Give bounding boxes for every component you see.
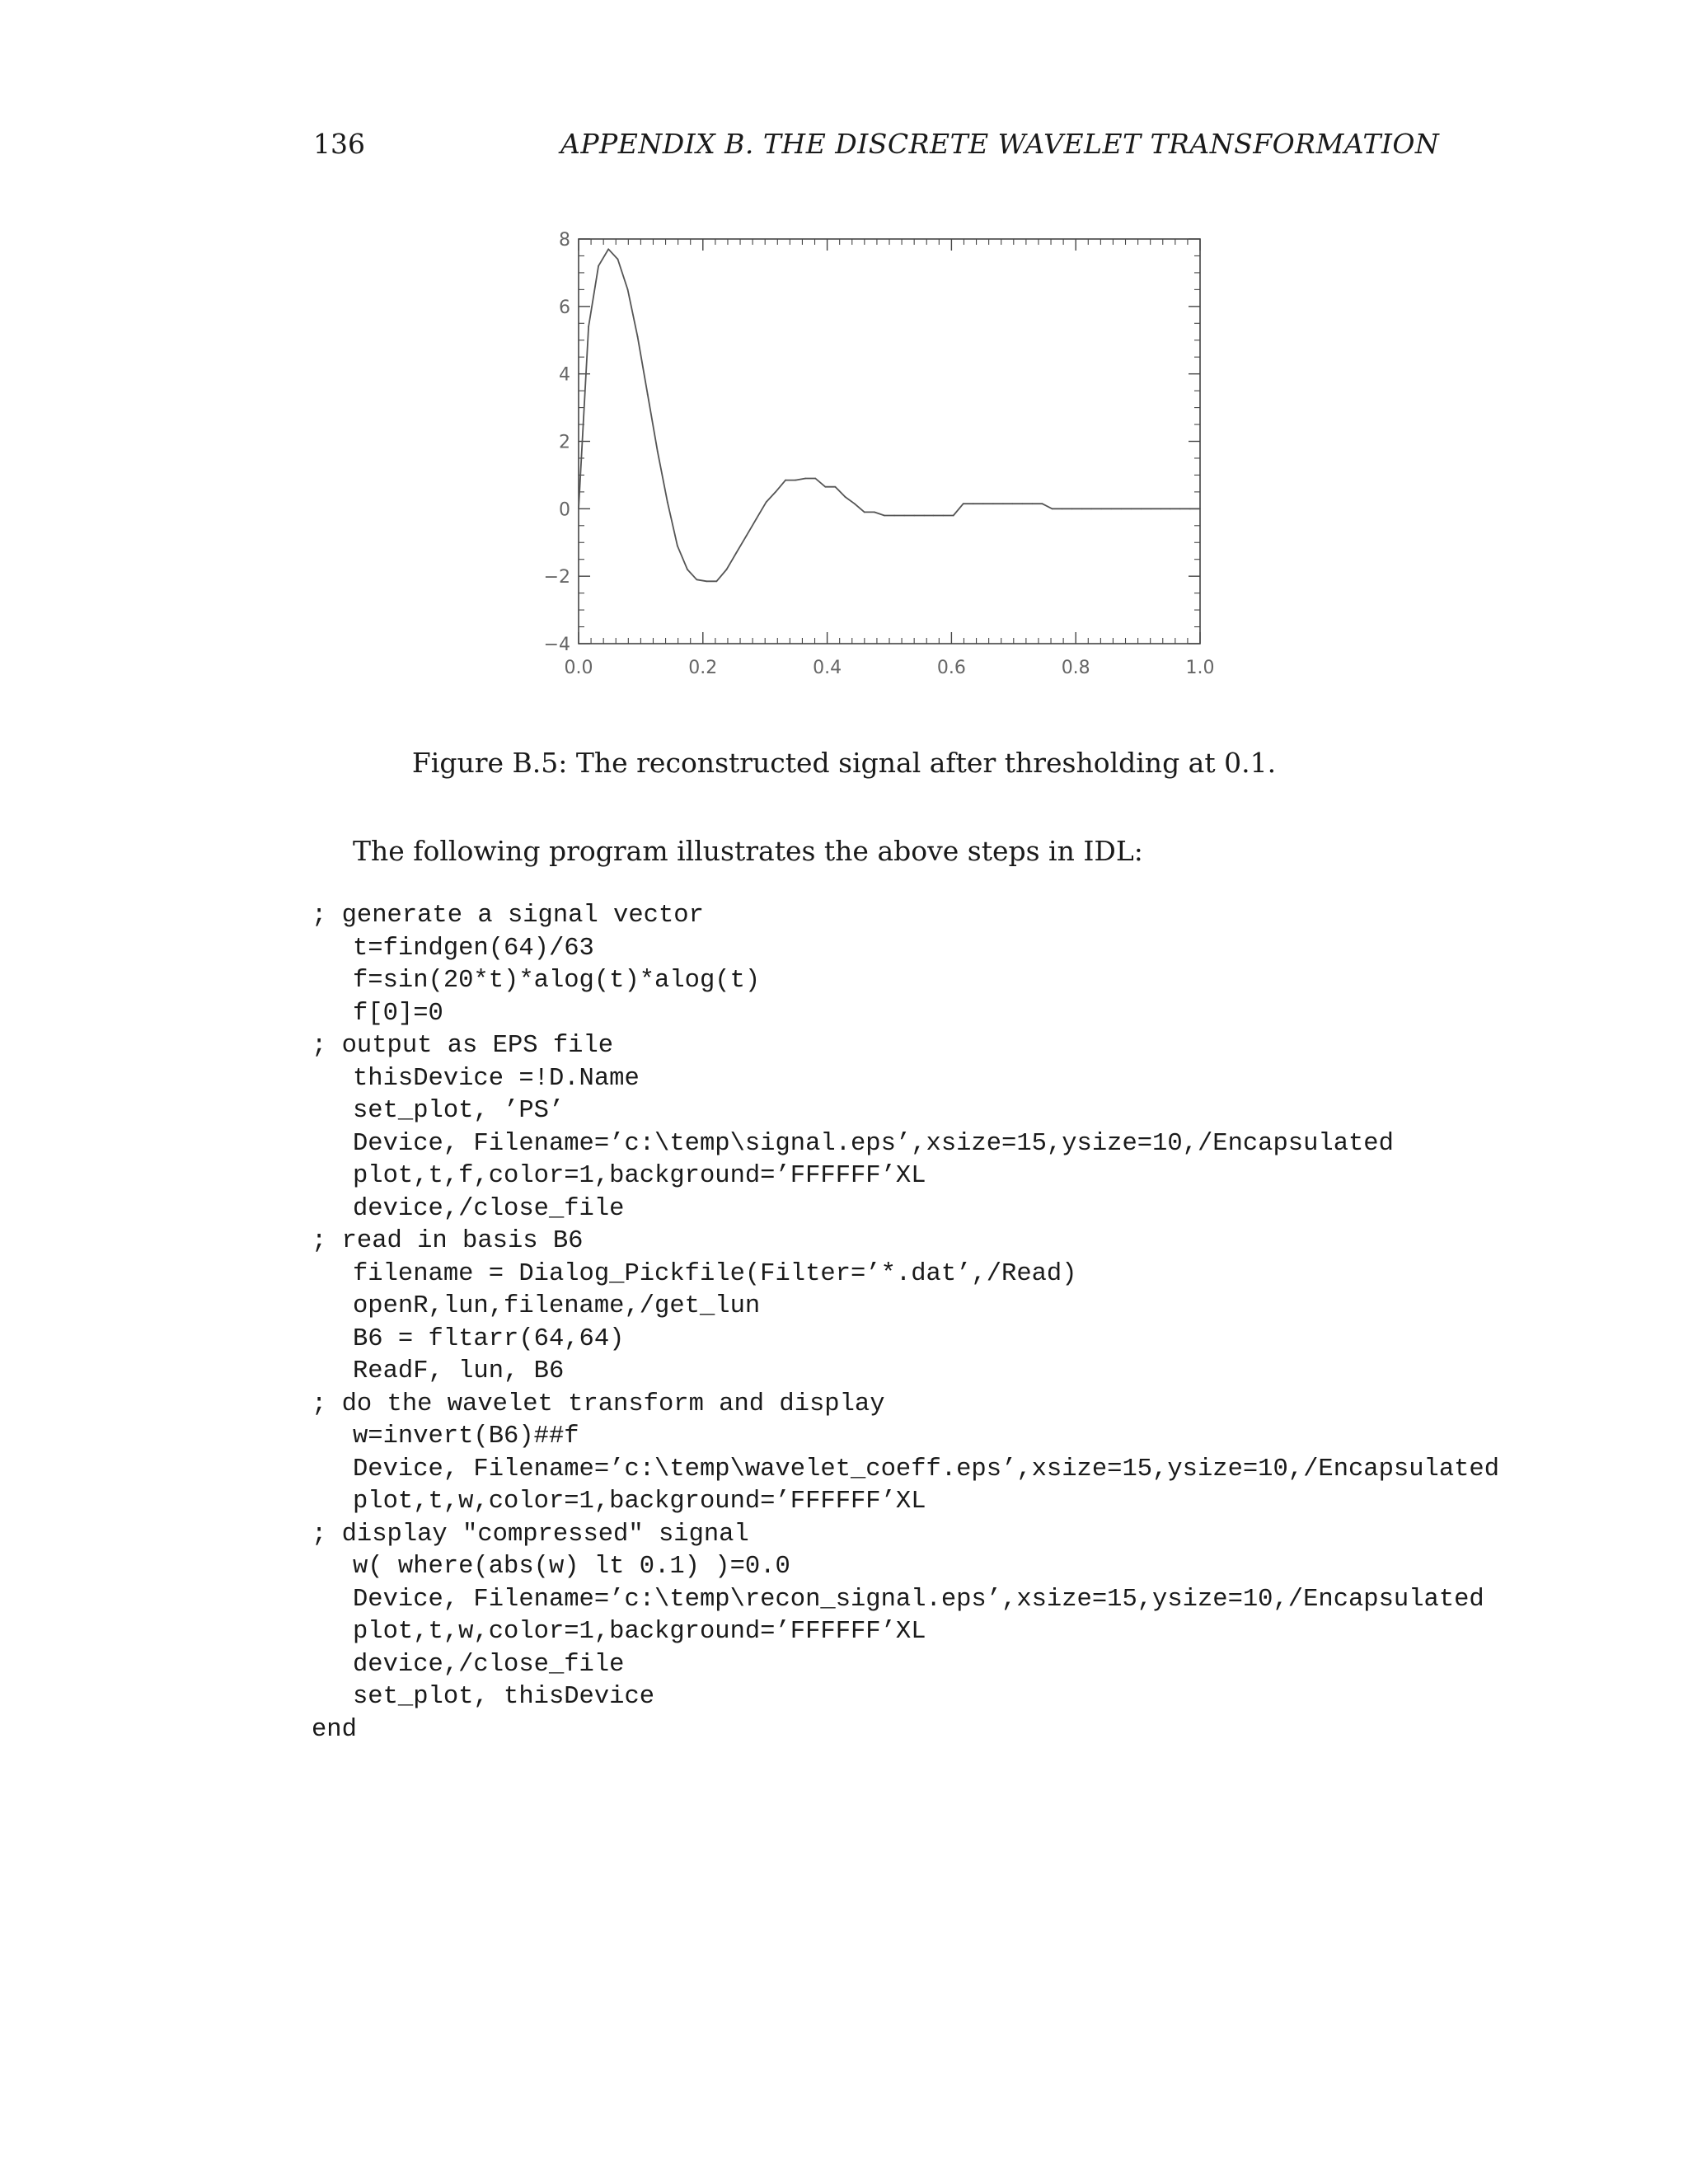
code-line: Device, Filename=’c:\temp\wavelet_coeff.eps’,xsize=15,ysize=10,/Encapsulated [353,1455,1500,1483]
signal-series-line [579,249,1200,581]
code-line: plot,t,w,color=1,background=’FFFFFF’XL [353,1488,926,1516]
y-tick-label: −4 [543,635,570,655]
y-tick-label: −2 [543,567,570,588]
x-tick-label: 0.8 [1061,658,1090,678]
data-point [845,496,846,498]
data-point [874,512,875,513]
code-line: ReadF, lun, B6 [353,1357,565,1385]
x-tick-label: 0.4 [813,658,842,678]
data-point [804,478,806,480]
data-point [775,491,776,493]
idl-code-listing [312,900,1499,1746]
data-point [1110,508,1112,509]
data-point [1011,503,1013,504]
data-point [1199,508,1201,509]
code-line: Device, Filename=’c:\temp\recon_signal.eps’,xsize=15,ysize=10,/Encapsulated [353,1585,1484,1614]
code-line: w( where(abs(w) lt 0.1) )=0.0 [353,1553,790,1581]
data-point [992,503,994,504]
data-point [953,515,954,517]
data-point [923,515,925,517]
data-point [647,393,649,395]
data-point [785,480,786,481]
data-point [1002,503,1004,504]
data-point [1140,508,1142,509]
code-line: B6 = fltarr(64,64) [353,1324,625,1353]
data-point [726,569,728,570]
data-point [637,336,639,338]
data-point [884,515,885,517]
y-tick-label: 2 [559,432,570,453]
data-point [1100,508,1102,509]
data-point [913,515,915,517]
data-point [1120,508,1122,509]
data-point [1032,503,1034,504]
code-line: f=sin(20*t)*alog(t)*alog(t) [353,967,761,995]
code-line: device,/close_file [353,1650,625,1679]
data-point [835,486,837,488]
data-point [588,326,589,327]
data-point [687,569,688,570]
code-line: f[0]=0 [353,999,443,1028]
data-point [1052,508,1053,509]
running-head: APPENDIX B. THE DISCRETE WAVELET TRANSFORMATION [560,128,1440,160]
data-point [973,503,974,504]
intro-paragraph: The following program illustrates the above steps in IDL: [353,835,1143,867]
code-line: openR,lun,filename,/get_lun [353,1292,761,1320]
y-tick-label: 6 [559,297,570,318]
plot-frame [579,239,1200,644]
data-point [963,503,964,504]
y-tick-label: 4 [559,364,570,386]
data-point [1042,503,1043,504]
data-point [933,515,935,517]
data-point [854,503,856,504]
data-point [657,451,659,452]
data-point [795,480,796,481]
data-point [598,265,599,267]
code-comment-line: ; output as EPS file [312,1032,614,1060]
data-point [982,503,984,504]
data-point [1170,508,1171,509]
x-tick-label: 0.0 [564,658,593,678]
data-point [1081,508,1083,509]
data-point [617,259,619,260]
data-point [756,518,757,520]
data-point [1179,508,1181,509]
y-tick-label: 0 [559,499,570,521]
code-line: plot,t,f,color=1,background=’FFFFFF’XL [353,1162,926,1190]
data-point [677,545,678,546]
data-point [1062,508,1063,509]
code-line: Device, Filename=’c:\temp\signal.eps’,xsize=15,ysize=10,/Encapsulated [353,1129,1394,1158]
x-tick-label: 1.0 [1185,658,1215,678]
y-tick-label: 8 [559,230,570,251]
code-line: set_plot, ’PS’ [353,1097,565,1125]
code-line: thisDevice =!D.Name [353,1064,640,1093]
data-point [1071,508,1073,509]
signal-line-chart [0,0,1688,742]
page-number: 136 [313,128,365,160]
code-line: filename = Dialog_Pickfile(Filter=’*.dat’,/Read) [353,1259,1077,1288]
code-comment-line: end [312,1715,357,1744]
data-point [578,508,579,509]
data-point [715,580,717,582]
code-comment-line: ; do the wavelet transform and display [312,1390,885,1418]
code-line: set_plot, thisDevice [353,1683,655,1711]
code-line: device,/close_file [353,1194,625,1223]
figure-caption: Figure B.5: The reconstructed signal after thresholding at 0.1. [411,747,1277,779]
data-point [824,486,826,488]
data-point [903,515,905,517]
data-point [746,535,748,537]
data-point [1160,508,1162,509]
data-point [607,248,609,250]
data-point [1189,508,1191,509]
data-point [1130,508,1132,509]
code-comment-line: ; display "compressed" signal [312,1520,749,1549]
data-point [943,515,945,517]
data-point [1090,508,1092,509]
data-point [696,579,697,580]
x-tick-label: 0.2 [688,658,718,678]
data-point [736,552,738,554]
code-comment-line: ; read in basis B6 [312,1227,584,1255]
data-point [814,478,816,480]
data-point [627,288,629,290]
data-point [1021,503,1023,504]
data-point [864,512,865,513]
code-line: plot,t,w,color=1,background=’FFFFFF’XL [353,1618,926,1646]
data-point [893,515,895,517]
data-point [667,501,668,503]
x-tick-label: 0.6 [936,658,966,678]
data-point [706,580,707,582]
code-line: t=findgen(64)/63 [353,934,594,963]
code-comment-line: ; generate a signal vector [312,902,704,930]
data-point [766,501,767,503]
code-line: w=invert(B6)##f [353,1422,579,1451]
data-point [1151,508,1152,509]
